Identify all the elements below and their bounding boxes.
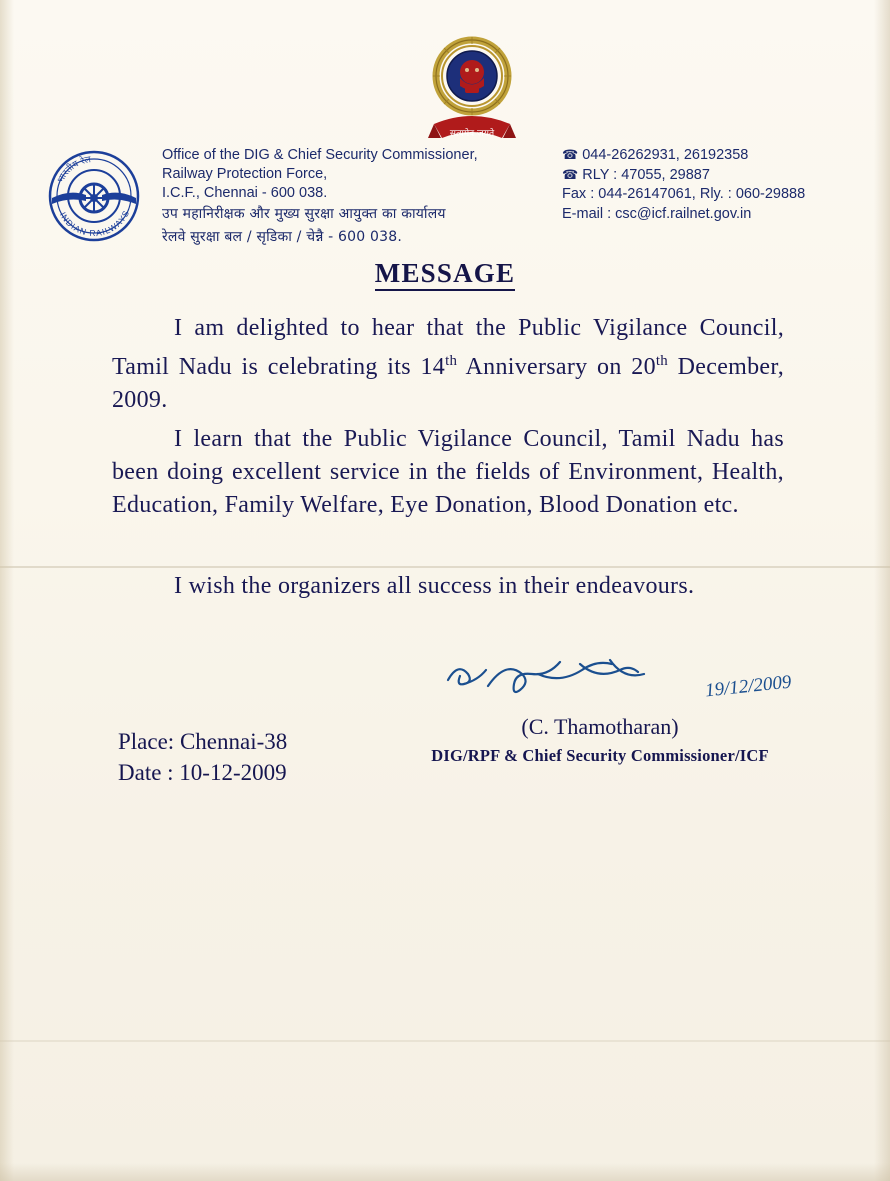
office-line-hindi-2: रेलवे सुरक्षा बल / सृडिका / चेन्नै - 600 038. (162, 229, 403, 245)
svg-text:INDIAN RAILWAYS: INDIAN RAILWAYS (57, 208, 132, 239)
paragraph-1: I am delighted to hear that the Public Vigilance Council, Tamil Nadu is celebrating its 14th Anniversary on 20th December, 2009. (112, 315, 784, 413)
place-date-block (118, 726, 287, 788)
paragraph-1-container (112, 312, 784, 417)
national-emblem-icon (418, 28, 526, 138)
contact-fax: Fax : 044-26147061, Rly. : 060-29888 (562, 186, 806, 202)
paragraph-2-container (112, 423, 784, 522)
document-title (0, 258, 890, 289)
contact-rly: RLY : 47055, 29887 (582, 166, 710, 183)
signer-name: (C. Thamotharan) (521, 714, 679, 739)
phone-icon: ☎ (562, 148, 579, 163)
office-line-3: I.C.F., Chennai - 600 038. (162, 185, 328, 201)
paper-crease (0, 566, 890, 568)
phone-icon: ☎ (562, 167, 579, 183)
paragraph-2: I learn that the Public Vigilance Council, Tamil Nadu has been doing excellent service in the fields of Environment, Health, Education, Family Welfare, Eye Donation, Blood Donation etc. (112, 426, 784, 518)
office-line-1: Office of the DIG & Chief Security Commissioner, (162, 147, 478, 163)
date-line: Date : 10-12-2009 (118, 760, 287, 785)
svg-text:भारतीय रेल: भारतीय रेल (56, 155, 92, 185)
paper-edge-bottom (0, 1163, 890, 1181)
office-line-hindi-1: उप महानिरीक्षक और मुख्य सुरक्षा आयुक्त का कार्यालय (162, 206, 446, 222)
place-line: Place: Chennai-38 (118, 729, 288, 754)
office-contact-details (562, 146, 882, 224)
paragraph-3-container (112, 570, 784, 603)
contact-phone: 044-26262931, 26192358 (582, 147, 749, 163)
document-title-text: MESSAGE (375, 258, 515, 291)
paragraph-3: I wish the organizers all success in their endeavours. (174, 573, 695, 599)
handwritten-signature (400, 650, 800, 712)
paper-edge-left (0, 0, 14, 1181)
handwritten-date: 19/12/2009 (704, 671, 793, 702)
contact-phone-row (562, 146, 882, 166)
office-address (162, 146, 522, 249)
paper-crease-lower (0, 1040, 890, 1042)
contact-rly-row (562, 166, 882, 186)
signature-block (400, 650, 800, 766)
contact-email: E-mail : csc@icf.railnet.gov.in (562, 205, 752, 222)
office-line-2: Railway Protection Force, (162, 166, 328, 182)
svg-text:सत्यमेव जयते: सत्यमेव जयते (449, 129, 495, 138)
indian-railways-logo-icon (46, 148, 142, 244)
signer-designation: DIG/RPF & Chief Security Commissioner/ICF (431, 746, 769, 765)
